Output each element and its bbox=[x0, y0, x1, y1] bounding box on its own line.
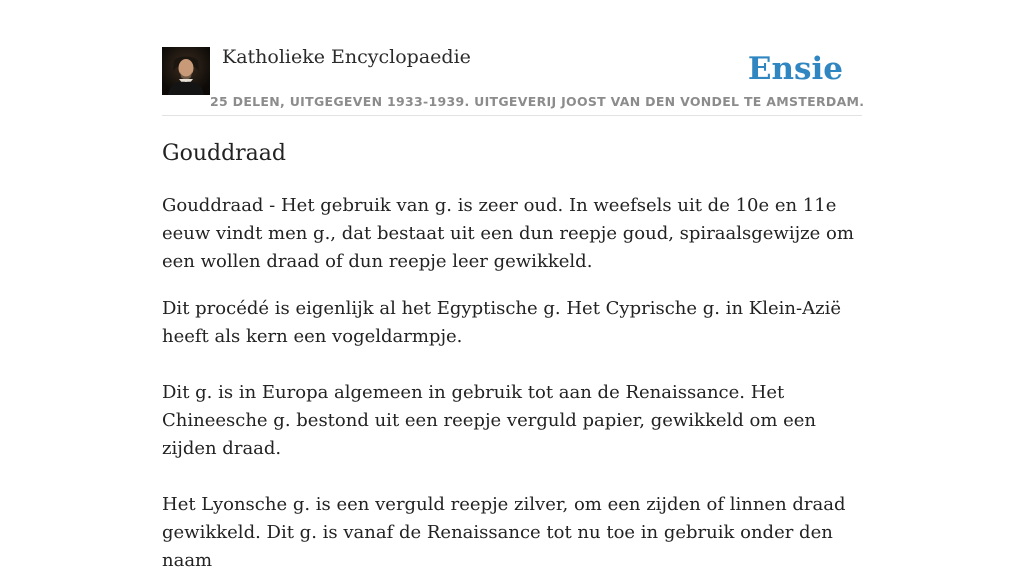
article-body bbox=[162, 192, 862, 575]
publication-subtitle: 25 DELEN, UITGEGEVEN 1933-1939. UITGEVERIJ JOOST VAN DEN VONDEL TE AMSTERDAM. bbox=[210, 94, 865, 109]
article bbox=[162, 140, 862, 575]
article-paragraph: Het Lyonsche g. is een verguld reepje zilver, om een zijden of linnen draad gewikkeld. Dit g. is vanaf de Renaissance tot nu toe in gebruik onder den naam bbox=[162, 494, 846, 571]
publication-title[interactable]: Katholieke Encyclopaedie bbox=[222, 46, 471, 68]
publication-header bbox=[162, 40, 865, 116]
article-paragraph: Dit g. is in Europa algemeen in gebruik tot aan de Renaissance. Het Chineesche g. bestond uit een reepje verguld papier, gewikkeld om een zijden draad. bbox=[162, 382, 817, 459]
brand-logo-link[interactable]: Ensie bbox=[747, 51, 843, 87]
article-paragraph: Gouddraad - Het gebruik van g. is zeer oud. In weefsels uit de 10e en 11e eeuw vindt men g., dat bestaat uit een dun reepje goud, spiraalsgewijze om een wollen draad of dun reepje leer gewikkeld. bbox=[162, 195, 854, 272]
article-paragraph: Dit procédé is eigenlijk al het Egyptische g. Het Cyprische g. in Klein-Azië heeft als kern een vogeldarmpje. bbox=[162, 298, 841, 347]
publication-avatar[interactable] bbox=[162, 47, 210, 95]
portrait-icon bbox=[162, 47, 210, 95]
article-title: Gouddraad bbox=[162, 141, 286, 166]
